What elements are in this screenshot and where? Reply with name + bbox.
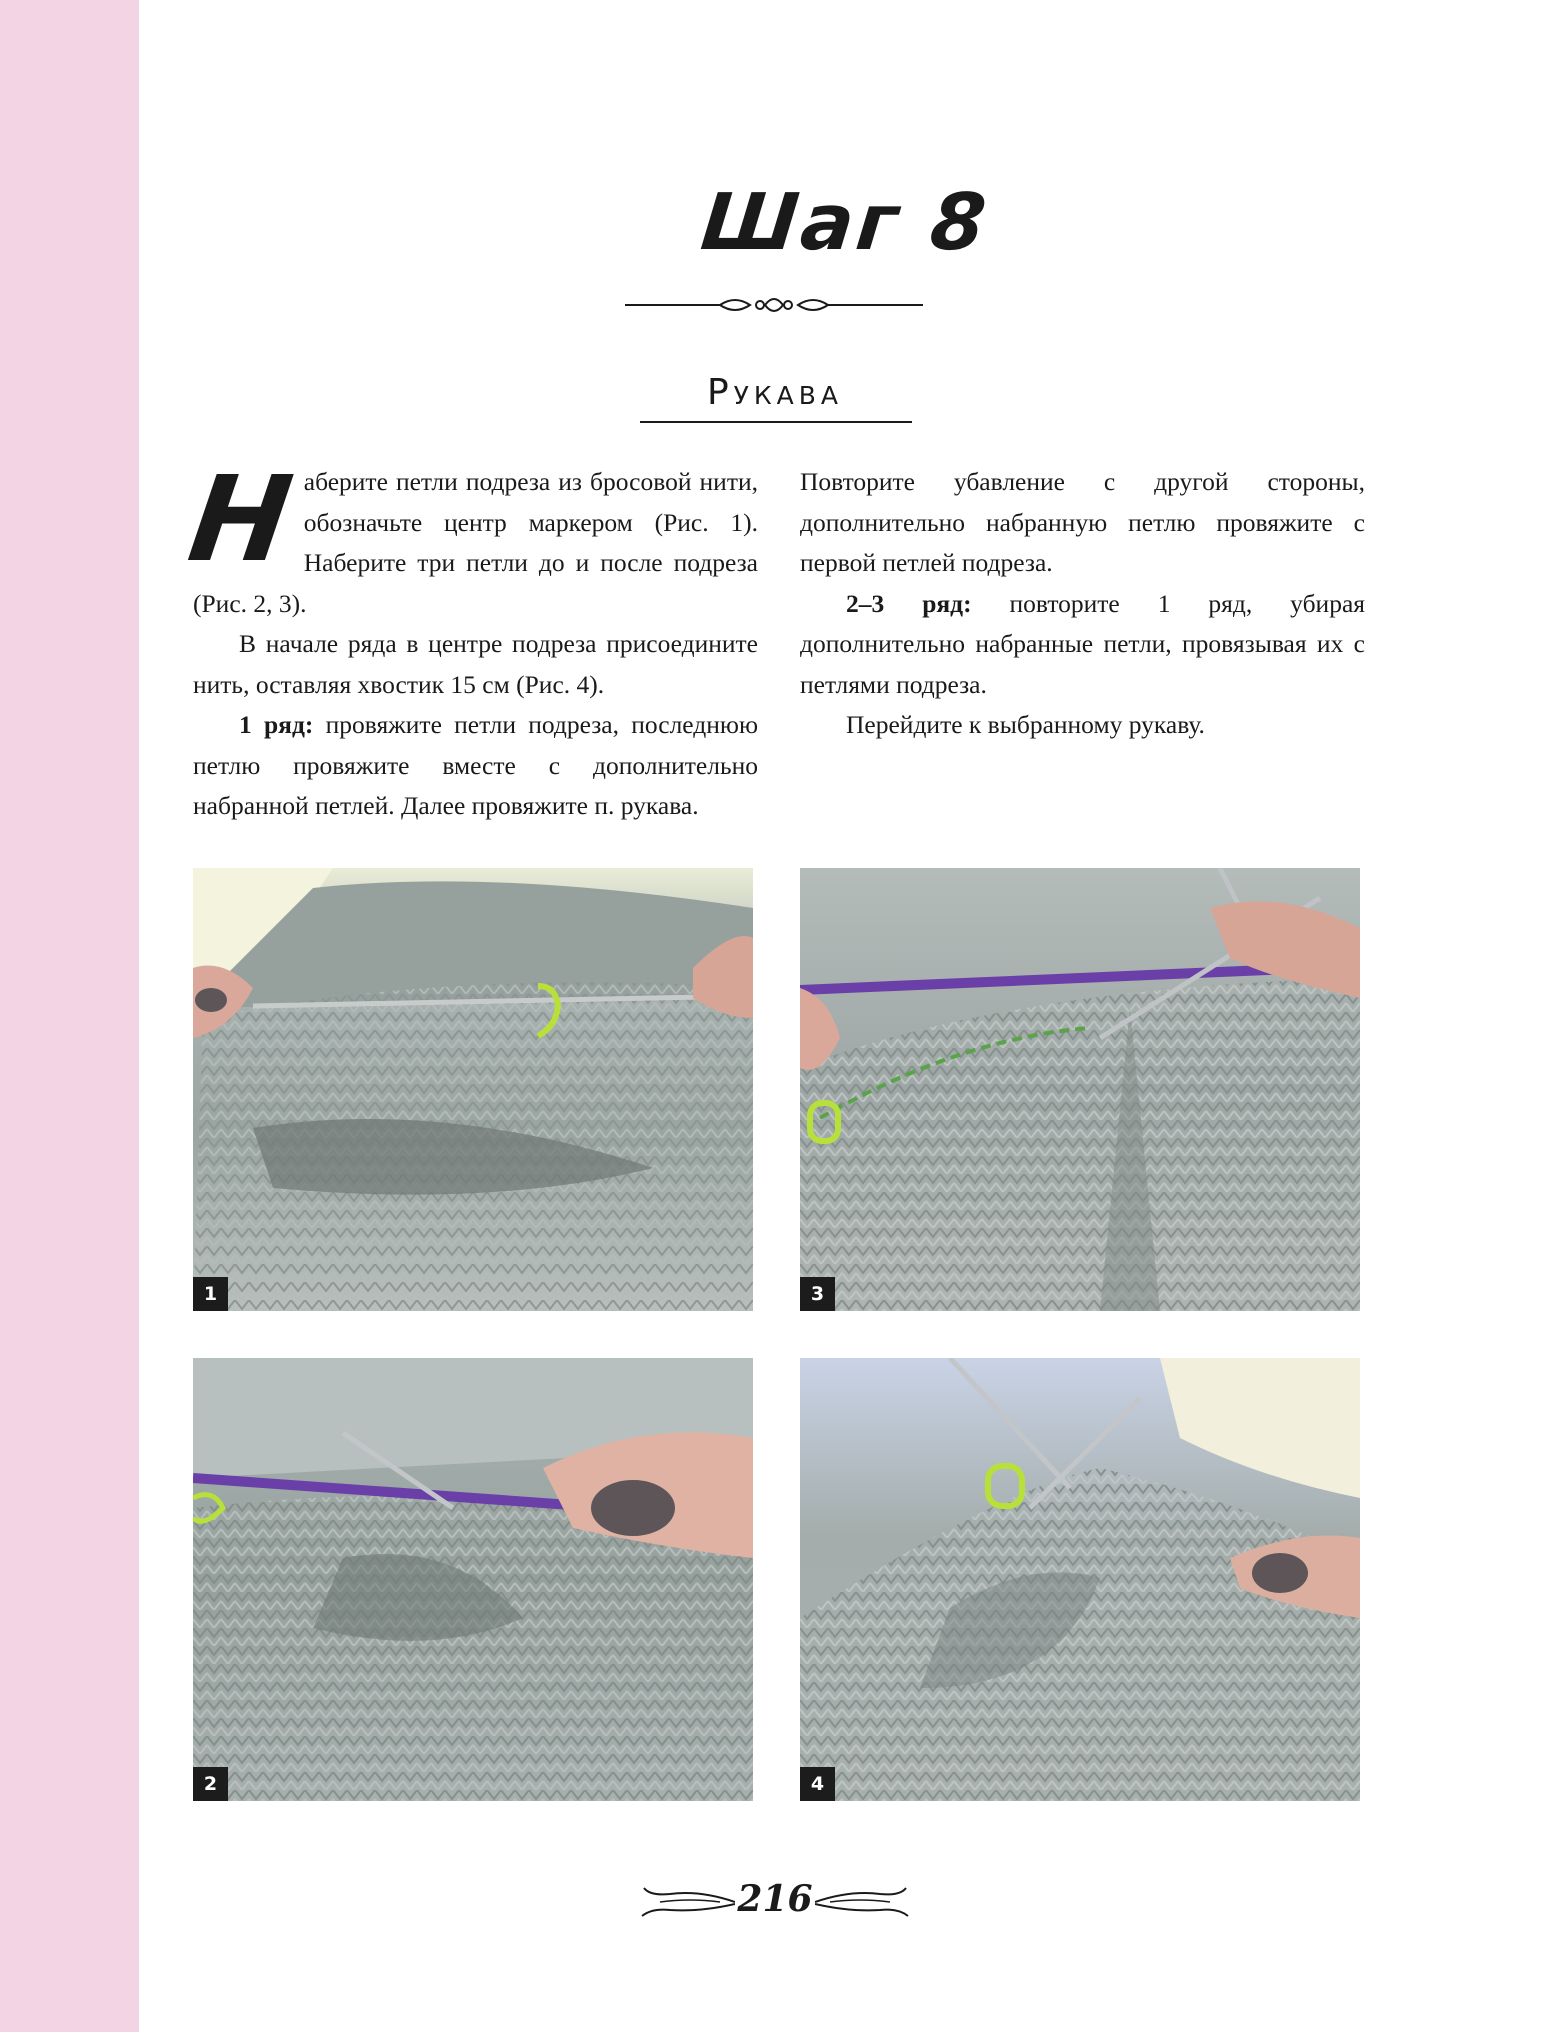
paragraph-3-text: провяжите петли подреза, последнюю петлю провяжите вместе с дополнительно набранной петлей. Далее провяжите п. рукава.	[193, 710, 758, 820]
paragraph-6: Перейдите к выбранному рукаву.	[846, 710, 1205, 739]
paragraph-5-text: повторите 1 ряд, убирая дополнительно набранные петли, провязывая их с петлями подреза.	[800, 588, 1365, 699]
knitting-photo-4	[800, 1358, 1360, 1801]
drop-cap: Н	[181, 450, 300, 588]
paragraph-1-text: аберите петли подреза из бросовой нити, обозначьте центр маркером (Рис. 1). Наберите три петли до и после подреза (Рис. 2, 3).	[193, 467, 758, 618]
paragraph-3	[193, 705, 758, 827]
right-text-column	[800, 462, 1365, 746]
photo-number-badge: 2	[193, 1767, 228, 1801]
page-number: 216	[737, 1878, 813, 1920]
knitting-photo-2	[193, 1358, 753, 1801]
photo-number-badge: 4	[800, 1767, 835, 1801]
left-text-column	[181, 450, 758, 827]
section-title: Рукава	[706, 372, 844, 413]
paragraph-1	[181, 450, 758, 624]
section-title-rule	[640, 421, 912, 423]
side-color-strip	[0, 0, 139, 2032]
paragraph-5	[800, 584, 1365, 706]
photo-number-badge: 1	[193, 1277, 228, 1311]
photo-number-badge: 3	[800, 1277, 835, 1311]
knitting-photo-1	[193, 868, 753, 1311]
photo-3	[800, 868, 1360, 1311]
photo-1	[193, 868, 753, 1311]
paragraph-4: Повторите убавление с другой стороны, дополнительно набранную петлю провяжите с первой петлей подреза.	[800, 467, 1365, 577]
footer-flourish-right-icon	[815, 1882, 910, 1922]
step-title: Шаг 8	[697, 178, 993, 268]
row-1-label: 1 ряд:	[239, 710, 314, 739]
photo-4	[800, 1358, 1360, 1801]
knitting-photo-3	[800, 868, 1360, 1311]
photo-2	[193, 1358, 753, 1801]
row-2-3-label: 2–3 ряд:	[846, 588, 972, 618]
ornament-divider-icon	[625, 293, 923, 317]
paragraph-2: В начале ряда в центре подреза присоедините нить, оставляя хвостик 15 см (Рис. 4).	[193, 629, 758, 699]
page-footer	[640, 1872, 910, 1928]
